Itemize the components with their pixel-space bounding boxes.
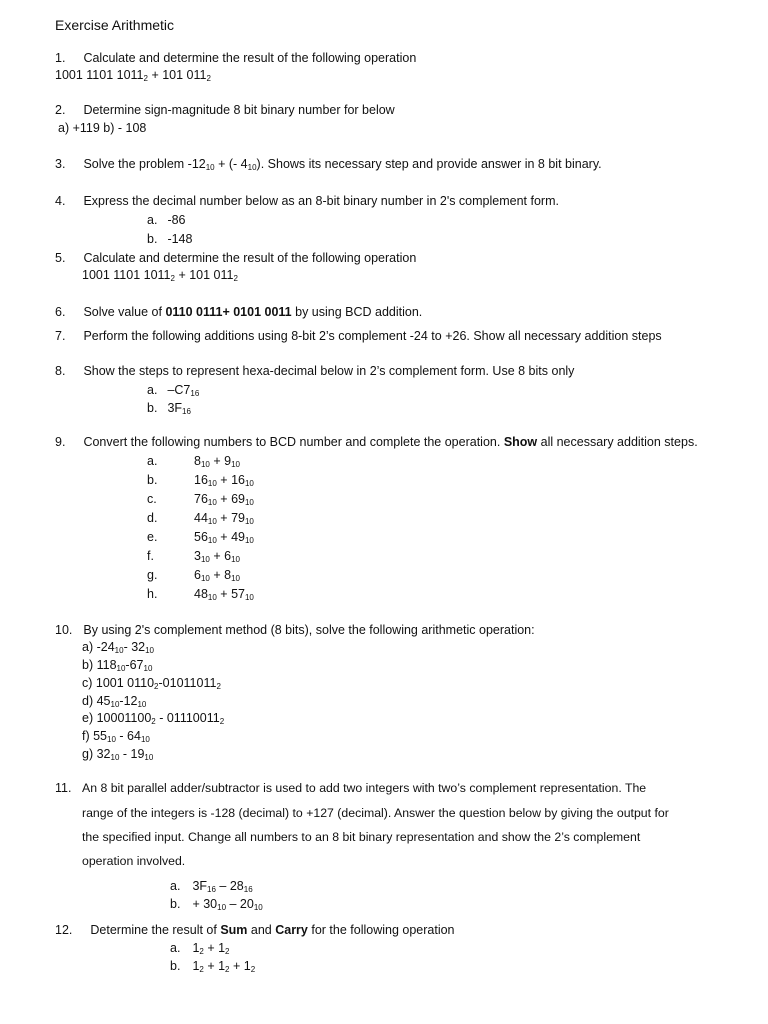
list-item — [147, 510, 254, 526]
question-number: 6. — [55, 305, 66, 319]
item-value: 3F — [167, 401, 183, 415]
question-1-expression — [55, 67, 211, 83]
list-item — [82, 657, 152, 673]
base-subscript: 10 — [207, 517, 217, 526]
list-item — [82, 693, 146, 709]
list-item — [82, 675, 221, 691]
base-subscript: 10 — [207, 593, 217, 602]
item-value: -148 — [167, 232, 193, 246]
base-subscript: 10 — [217, 903, 227, 912]
base-subscript: 16 — [182, 407, 191, 416]
item-label: a. — [147, 383, 158, 397]
item-text: - 32 — [123, 640, 146, 654]
item-label: g. — [147, 568, 158, 582]
question-text: Solve the problem -12 — [83, 157, 206, 171]
operator: + — [209, 568, 225, 582]
question-text: By using 2's complement method (8 bits), solve the following arithmetic operation: — [83, 623, 535, 637]
base-subscript: 10 — [207, 536, 217, 545]
operator: + — [203, 959, 219, 973]
item-label: e. — [147, 530, 158, 544]
base-subscript: 10 — [231, 555, 240, 564]
item-text: -12 — [119, 694, 138, 708]
question-11-line: the specified input. Change all numbers to an 8 bit binary representation and show the 2’s complement — [82, 830, 641, 844]
base-subscript: 10 — [107, 735, 116, 744]
question-6 — [55, 304, 422, 320]
base-subscript: 10 — [145, 646, 155, 655]
base-subscript: 2 — [233, 274, 238, 283]
base-subscript: 2 — [151, 717, 156, 726]
operand: 1 — [192, 941, 200, 955]
item-text: d) 45 — [82, 694, 111, 708]
item-text: -67 — [125, 658, 144, 672]
question-1 — [55, 50, 416, 66]
question-number: 12. — [55, 923, 73, 937]
operand: 79 — [231, 511, 245, 525]
item-text: -01011011 — [158, 676, 217, 690]
question-text: and — [247, 923, 276, 937]
bold-operand: 0110 0111+ 0101 0011 — [165, 305, 292, 319]
question-number: 4. — [55, 194, 66, 208]
operator: + — [209, 549, 225, 563]
base-subscript: 10 — [205, 163, 215, 172]
list-item — [147, 231, 192, 247]
operand: 1001 1101 1011 — [55, 68, 144, 82]
base-subscript: 2 — [225, 965, 230, 974]
base-subscript: 10 — [207, 479, 217, 488]
operator: + — [216, 511, 232, 525]
base-subscript: 10 — [110, 700, 120, 709]
operand: 57 — [231, 587, 245, 601]
question-text: Calculate and determine the result of the following operation — [83, 51, 417, 65]
base-subscript: 10 — [247, 163, 257, 172]
base-subscript: 2 — [225, 947, 230, 956]
list-item — [147, 472, 254, 488]
question-text: for the following operation — [307, 923, 455, 937]
operand: 6 — [224, 549, 232, 563]
list-item — [147, 400, 191, 416]
operand: + 101 011 — [147, 68, 207, 82]
question-number: 5. — [55, 251, 66, 265]
question-text: Express the decimal number below as an 8-bit binary number in 2's complement form. — [83, 194, 559, 208]
question-3 — [55, 156, 602, 172]
list-item — [82, 746, 153, 762]
operand: 1 — [218, 941, 226, 955]
base-subscript: 10 — [114, 646, 124, 655]
item-text: b) 118 — [82, 658, 117, 672]
question-5-expression — [82, 267, 238, 283]
base-subscript: 10 — [200, 574, 210, 583]
item-text: - 19 — [119, 747, 145, 761]
item-text: a) -24 — [82, 640, 115, 654]
list-item — [170, 940, 230, 956]
item-label: f. — [147, 549, 154, 563]
question-number: 9. — [55, 435, 66, 449]
bold-word: Show — [503, 435, 538, 449]
item-text: g) 32 — [82, 747, 111, 761]
base-subscript: 16 — [190, 389, 200, 398]
operator: + — [216, 530, 232, 544]
item-text: 3F — [192, 879, 208, 893]
base-subscript: 2 — [154, 682, 159, 691]
item-text: – 20 — [226, 897, 254, 911]
item-label: c. — [147, 492, 157, 506]
question-number: 7. — [55, 329, 66, 343]
operator: + — [229, 959, 244, 973]
operator: + — [216, 473, 232, 487]
base-subscript: 2 — [219, 717, 225, 726]
list-item — [147, 548, 240, 564]
question-text: + (- 4 — [214, 157, 248, 171]
item-label: h. — [147, 587, 158, 601]
question-text: Determine sign-magnitude 8 bit binary number for below — [83, 103, 395, 117]
item-text: e) 10001100 — [82, 711, 152, 725]
item-text: + 30 — [192, 897, 218, 911]
item-label: b. — [170, 959, 181, 973]
base-subscript: 10 — [110, 753, 120, 762]
item-label: b. — [147, 473, 158, 487]
item-label: b. — [147, 401, 158, 415]
question-2 — [55, 102, 395, 118]
base-subscript: 10 — [244, 479, 254, 488]
list-item — [82, 710, 224, 726]
list-item — [170, 878, 253, 894]
item-text: – 28 — [215, 879, 244, 893]
operand: 1 — [192, 959, 200, 973]
operator: + — [209, 454, 225, 468]
question-number: 3. — [55, 157, 66, 171]
question-8 — [55, 363, 574, 379]
operand: 1 — [243, 959, 251, 973]
bold-word: Carry — [275, 923, 308, 937]
question-7 — [55, 328, 662, 344]
base-subscript: 10 — [200, 460, 210, 469]
question-11-line: operation involved. — [82, 854, 186, 868]
base-subscript: 10 — [244, 498, 254, 507]
item-text: c) 1001 0110 — [82, 676, 155, 690]
base-subscript: 2 — [206, 74, 211, 83]
question-10 — [55, 622, 535, 638]
operator: + — [203, 941, 219, 955]
base-subscript: 10 — [231, 460, 240, 469]
base-subscript: 10 — [253, 903, 263, 912]
operand: 1 — [218, 959, 226, 973]
base-subscript: 2 — [170, 274, 175, 283]
operand: 16 — [194, 473, 208, 487]
list-item — [82, 639, 154, 655]
item-label: b. — [170, 897, 181, 911]
base-subscript: 10 — [116, 664, 126, 673]
bold-word: Sum — [220, 923, 248, 937]
base-subscript: 2 — [199, 947, 204, 956]
list-item — [82, 728, 150, 744]
operator: + — [216, 492, 232, 506]
operand: 76 — [194, 492, 208, 506]
question-11-line: An 8 bit parallel adder/subtractor is used to add two integers with two’s complement representation. The — [82, 781, 647, 795]
operand: 6 — [194, 568, 201, 582]
item-text: f) 55 — [82, 729, 108, 743]
item-label: b. — [147, 232, 158, 246]
list-item — [147, 453, 240, 469]
operand: 3 — [194, 549, 201, 563]
base-subscript: 10 — [207, 498, 217, 507]
operand: 9 — [224, 454, 232, 468]
list-item — [147, 567, 240, 583]
item-text: - 64 — [115, 729, 141, 743]
base-subscript: 10 — [143, 664, 153, 673]
list-item — [147, 491, 254, 507]
operand: 1001 1101 1011 — [82, 268, 171, 282]
base-subscript: 10 — [144, 753, 154, 762]
question-text: ). Shows its necessary step and provide answer in 8 bit binary. — [256, 157, 602, 171]
base-subscript: 2 — [216, 682, 221, 691]
question-text: all necessary addition steps. — [537, 435, 698, 449]
item-label: a. — [170, 941, 181, 955]
question-9 — [55, 434, 698, 450]
list-item — [170, 958, 255, 974]
list-item — [147, 529, 254, 545]
operand: 48 — [194, 587, 208, 601]
item-text: - 01110011 — [155, 711, 220, 725]
question-text: Determine the result of — [90, 923, 221, 937]
question-12 — [55, 922, 455, 938]
page-title: Exercise Arithmetic — [55, 17, 175, 33]
item-value: –C7 — [167, 383, 191, 397]
item-label: a. — [170, 879, 181, 893]
base-subscript: 2 — [143, 74, 148, 83]
operand: 8 — [194, 454, 201, 468]
operand: 8 — [224, 568, 232, 582]
base-subscript: 10 — [244, 536, 254, 545]
item-label: a. — [147, 213, 158, 227]
base-subscript: 10 — [244, 517, 254, 526]
operator: + — [216, 587, 232, 601]
question-2-parts: a) +119 b) - 108 — [58, 121, 147, 135]
question-text: Calculate and determine the result of the following operation — [83, 251, 417, 265]
list-item — [170, 896, 263, 912]
operand: 49 — [231, 530, 245, 544]
question-text: Solve value of — [83, 305, 166, 319]
question-number: 10. — [55, 623, 73, 637]
operand: + 101 011 — [174, 268, 234, 282]
base-subscript: 16 — [243, 885, 253, 894]
question-4 — [55, 193, 559, 209]
base-subscript: 10 — [231, 574, 240, 583]
item-label: a. — [147, 454, 158, 468]
question-11-line: range of the integers is -128 (decimal) to +127 (decimal). Answer the question below by giving the output for — [82, 806, 669, 820]
operand: 69 — [231, 492, 245, 506]
base-subscript: 10 — [140, 735, 150, 744]
question-5 — [55, 250, 416, 266]
base-subscript: 10 — [244, 593, 254, 602]
item-value: -86 — [167, 213, 186, 227]
operand: 56 — [194, 530, 208, 544]
base-subscript: 10 — [200, 555, 210, 564]
operand: 16 — [231, 473, 245, 487]
question-text: Show the steps to represent hexa-decimal below in 2’s complement form. Use 8 bits only — [83, 364, 575, 378]
item-label: d. — [147, 511, 158, 525]
question-text: by using BCD addition. — [291, 305, 423, 319]
base-subscript: 16 — [207, 885, 216, 894]
question-text: Perform the following additions using 8-bit 2’s complement -24 to +26. Show all necessary addition steps — [83, 329, 662, 343]
list-item — [147, 212, 186, 228]
list-item — [147, 586, 254, 602]
question-number: 2. — [55, 103, 66, 117]
question-text: Convert the following numbers to BCD number and complete the operation. — [83, 435, 504, 449]
base-subscript: 2 — [250, 965, 256, 974]
list-item — [147, 382, 199, 398]
question-number: 11. — [55, 781, 72, 795]
question-number: 8. — [55, 364, 66, 378]
base-subscript: 10 — [137, 700, 147, 709]
operand: 44 — [194, 511, 208, 525]
base-subscript: 2 — [199, 965, 204, 974]
question-number: 1. — [55, 51, 66, 65]
